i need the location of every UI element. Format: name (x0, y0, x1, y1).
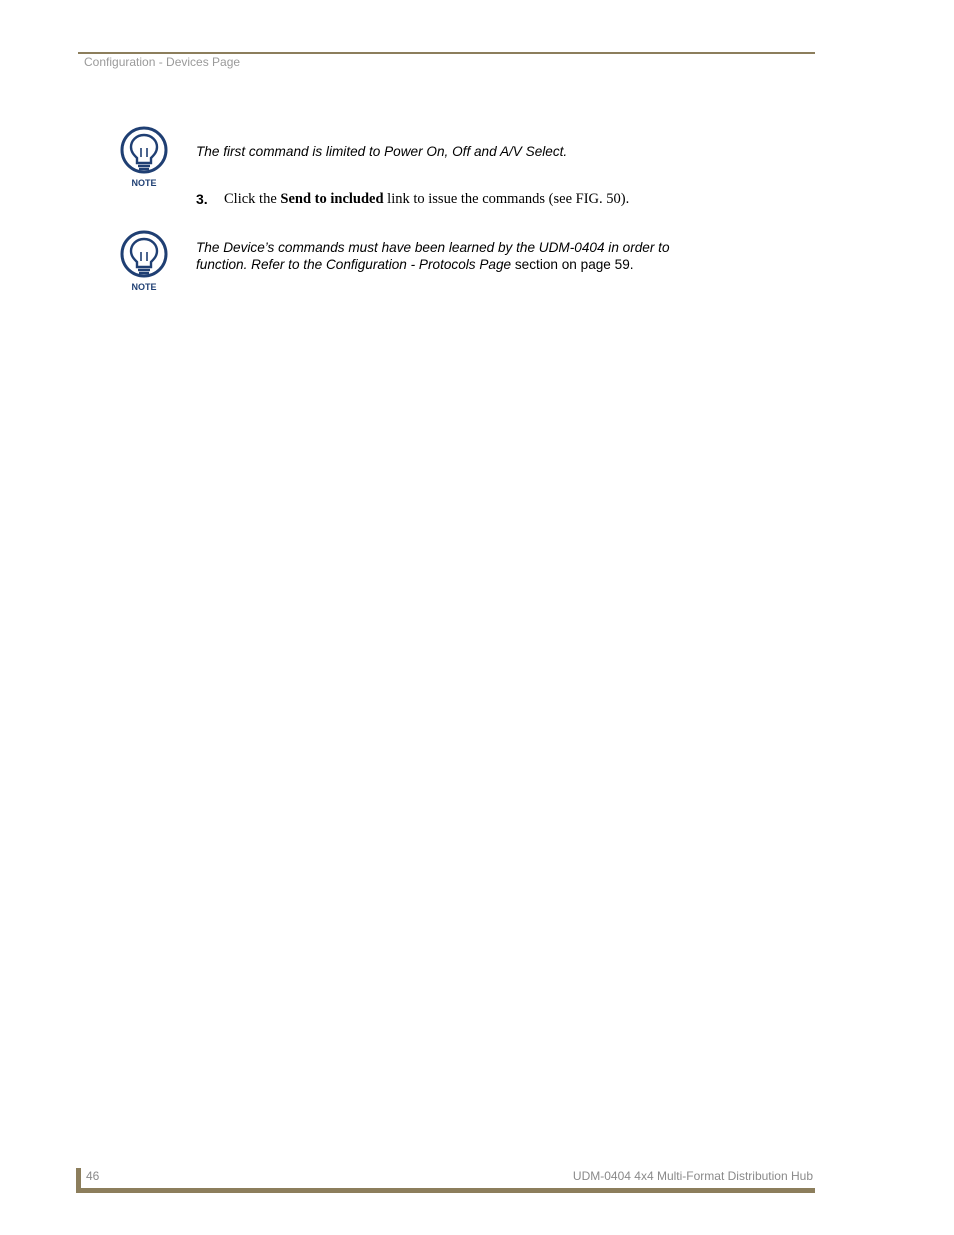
running-header: Configuration - Devices Page (84, 55, 241, 69)
note-icon-label: NOTE (131, 178, 157, 188)
footer-rule (76, 1188, 815, 1193)
note-lightbulb-icon (118, 126, 170, 190)
step-text (224, 191, 629, 208)
note-line: The Device’s commands must have been learned by the UDM-0404 in order to (196, 240, 670, 255)
step-prefix: Click the (224, 191, 281, 207)
header-rule (78, 52, 815, 54)
note-text (196, 143, 567, 160)
note-lightbulb-icon (118, 230, 170, 294)
step-suffix: link to issue the commands (see FIG. 50). (383, 191, 630, 207)
step-number: 3. (196, 191, 208, 207)
note-line (196, 256, 670, 273)
note-line: The first command is limited to Power On, Off and A/V Select. (196, 144, 568, 159)
note-line-regular: section on page 59. (511, 257, 634, 272)
footer-document-title: UDM-0404 4x4 Multi-Format Distribution Hub (572, 1169, 813, 1183)
note-text (196, 239, 670, 273)
note-line-italic: function. Refer to the Configuration - Protocols Page (196, 257, 512, 272)
page-number: 46 (86, 1169, 100, 1183)
step-bold-link-name: Send to included (280, 191, 384, 207)
note-icon-label: NOTE (131, 282, 157, 292)
